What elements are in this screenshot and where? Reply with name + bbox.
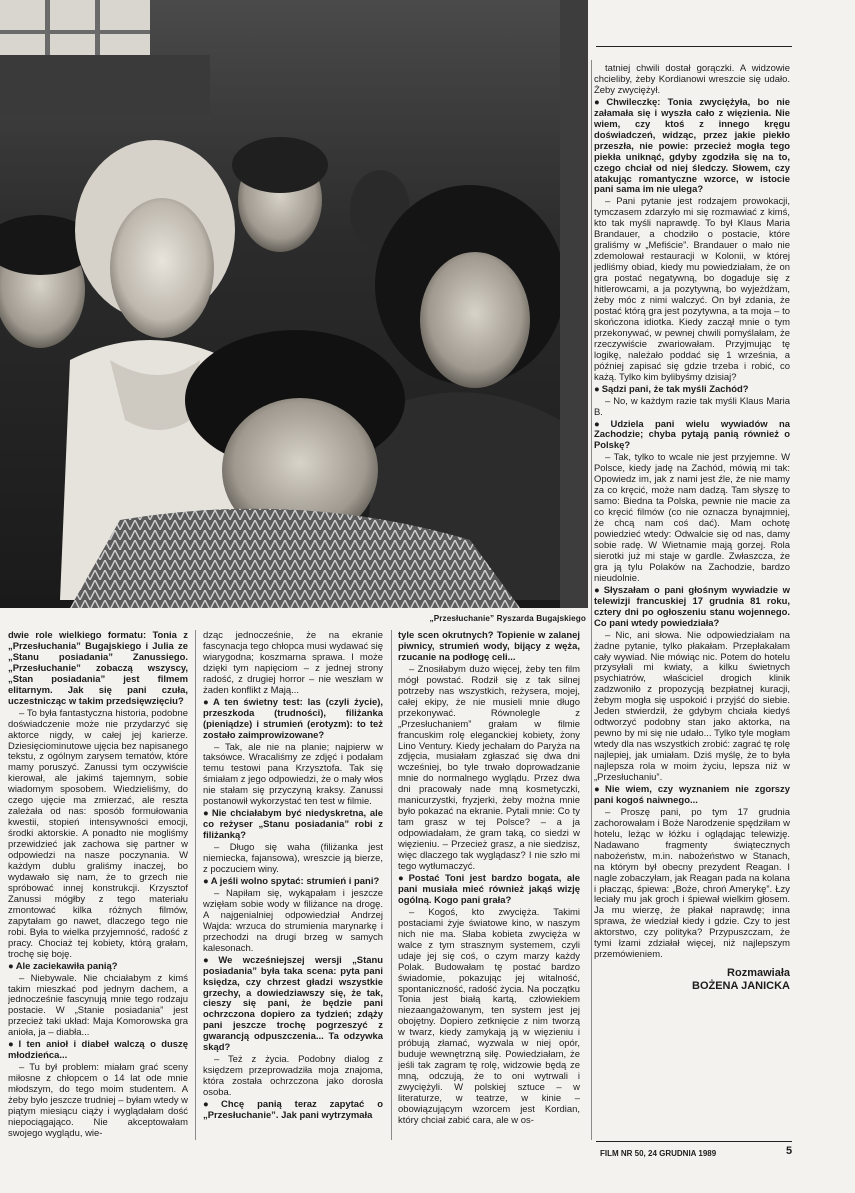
author-signature: [594, 967, 790, 993]
paragraph-text: I ten anioł i diabeł walczą o duszę młodzieńca...: [8, 1039, 188, 1062]
interview-answer: [594, 64, 790, 97]
bullet-icon: ●: [594, 383, 600, 395]
paragraph-text: Ale zaciekawiła panią?: [15, 960, 118, 972]
top-rule: [596, 46, 792, 47]
interview-answer: [8, 974, 188, 1040]
paragraph-text: – Niebywale. Nie chciałabym z kimś takim mieszkać pod jednym dachem, a jednocześnie fascynują mnie tego rodzaju postacie. W „Stanie posiadania” jest przecież taki układ: Maja Komorowska gra anioła, ja – diabła...: [8, 972, 188, 1039]
paragraph-text: – Kogoś, kto zwycięża. Takimi postaciami żyje światowe kino, w naszym nich nie ma. Słaba kobieta zwycięża w walce z tym strasznym systemem, czyli udaje jej się coś, o czym marzy każdy Polak. Budowałam tę postać bardzo świadomie, pokazując jej witalność, spontaniczność, radość życia. Na początku Tonia jest białą kartą, człowiekiem niezaangażowanym, ten system jest jej obojętny. Dopiero zetknięcie z nim tworzą w twarz, kiedy zamykają ją w więzieniu i próbują złamać, wyzwala w niej opór, buduje wewnętrzną siłę. Powiedziałam, że jeśli tak zagram tę rolę, widzowie będą ze mną, odczują, że to oni wytrwali i zwyciężyli. W polskiej sztuce – w literaturze, w teatrze, w kinie – obowiązującym wzorcem jest Kordian, który chciał zabić cara, ale w os-: [398, 906, 580, 1126]
paragraph-text: – Nic, ani słowa. Nie odpowiedziałam na żadne pytanie, tylko płakałam. Przepłakałam cały wywiad. Nie mówiąc nic. Potem do hotelu przysyłali mi kwiaty, a kilku świetnych psychiatrów, właściciel drogich klinik zadzwoniło z propozycją bezpłatnej kuracji, żebym mogła się uspokoić i przyjść do siebie. Jeden stwierdził, że gdybym chciała kiedyś odtworzyć podobny stan jako aktorka, na pewno by mi się nie udało... Tylko tyle mogłam wtedy dla nas wszystkich zrobić: zagrać tę rolę najlepiej, jak umiałam. Dziś myślę, że to była najlepsza rola w moim życiu, lepsza niż w „Przesłuchaniu”.: [594, 629, 790, 783]
paragraph-text: Nie chciałabym być niedyskretna, ale co reżyser „Stanu posiadania” robi z filiżanką?: [203, 808, 383, 842]
column-rule: [591, 60, 592, 1140]
signature-name: BOŻENA JANICKA: [692, 980, 790, 993]
paragraph-text: Chwileczkę: Tonia zwyciężyła, bo nie załamała się i wyszła cało z więzienia. Nie wiem, czy ktoś z innego kręgu doświadczeń, widząc, przez jakie piekło przeszła, nie powie: przecież mogła tego piekła uniknąć, gdyby zgodziła się na to, czego chciał od niej śledczy. Słowem, czy atakując romantyczne wzorce, w istocie pani sama im nie ulega?: [594, 96, 790, 196]
paragraph-text: Sądzi pani, że tak myśli Zachód?: [601, 383, 749, 395]
paragraph-text: – Tu był problem: miałam grać sceny miłosne z chłopcem o 14 lat ode mnie młodszym, do tego moim studentem. A żeby było jeszcze trudniej – byłam wtedy w piątym miesiącu ciąży i wyglądałam dość niepociągająco. Nie akceptowałam swojego wyglądu, wie-: [8, 1062, 188, 1139]
interview-question: [398, 631, 580, 664]
bullet-icon: ●: [203, 875, 209, 887]
interview-answer: [203, 889, 383, 955]
interview-answer: [594, 631, 790, 784]
interview-answer: [203, 631, 383, 697]
paragraph-text: A ten świetny test: las (czyli życie), przeszkoda (trudności), filiżanka (pieniądze) i strumień (erotyzm): to też zostało zaimprowizowane?: [203, 696, 383, 741]
interview-question: [203, 698, 383, 742]
paragraph-text: dząc jednocześnie, że na ekranie fascynacja tego chłopca musi wydawać się wiarygodna; koszmarna sprawa. I może dzięki tym napięciom – z jednej strony radość, z drugiej horror – nie weszłam w żaden konflikt z Mają...: [203, 631, 383, 696]
interview-answer: [594, 197, 790, 383]
paragraph-text: Postać Toni jest bardzo bogata, ale pani musiała mieć również jakąś wizję ogólną. Kogo pani grała?: [398, 872, 580, 906]
article-column-3: [398, 631, 580, 1141]
bullet-icon: ●: [594, 96, 605, 108]
interview-answer: [203, 1055, 383, 1099]
paragraph-text: – Długo się waha (filiżanka jest niemiecka, fajansowa), wreszcie ją bierze, z poczuciem winy.: [203, 842, 383, 876]
interview-question: [594, 420, 790, 453]
photo-caption: „Przesłuchanie” Ryszarda Bugajskiego: [429, 614, 586, 623]
interview-answer: [203, 743, 383, 809]
bullet-icon: ●: [203, 696, 211, 708]
interview-question: [8, 1040, 188, 1062]
interview-question: [203, 956, 383, 1055]
signature-block: [594, 967, 790, 993]
paragraph-text: – Tak, ale nie na planie; najpierw w taksówce. Wracaliśmy ze zdjęć i podałam temu testowi pana Krzysztofa. Tak się śmiałam z jego odpowiedzi, że o mały włos nie stałam się przyczyną kraksy. Zanussi postanowił wykorzystać ten test w filmie.: [203, 741, 383, 808]
signature-line: Rozmawiała: [727, 967, 790, 980]
paragraph-text: – Też z życia. Podobny dialog z księdzem przeprowadziła moja znajoma, która została ochrzczona jako dorosła osoba.: [203, 1054, 383, 1099]
interview-answer: [594, 397, 790, 419]
bullet-icon: ●: [203, 1099, 220, 1111]
interview-answer: [398, 908, 580, 1127]
interview-answer: [594, 808, 790, 961]
interview-question: [594, 385, 790, 396]
interview-question: [594, 785, 790, 807]
film-still-photo: [0, 0, 588, 608]
interview-answer: [8, 709, 188, 961]
column-rule: [391, 630, 392, 1140]
interview-question: [8, 962, 188, 973]
photo-illustration: [0, 0, 588, 608]
bullet-icon: ●: [594, 783, 604, 795]
bullet-icon: ●: [203, 808, 210, 820]
interview-answer: [8, 1063, 188, 1140]
bullet-icon: ●: [8, 960, 14, 972]
bullet-icon: ●: [203, 954, 217, 966]
interview-question: [398, 874, 580, 907]
paragraph-text: – No, w każdym razie tak myśli Klaus Maria B.: [594, 395, 790, 418]
paragraph-text: – Tak, tylko to wcale nie jest przyjemne. W Polsce, kiedy jadę na Zachód, mówią mi tak: Opowiedz im, jak z nami jest źle, że nie mamy za co kręcić, może nam dadzą. Tam słyszę to samo: Biedna ta Polska, pewnie nie macie za co kręcić filmów (co nie oznacza bynajmniej, że chcą nam coś dać). Mam ochotę powiedzieć wtedy: Odwalcie się od nas, damy sobie radę. W Wietnamie mają gorzej. Rola sierotki już mi staje w gardle. Zwłaszcza, że gra ją tylu Polaków na Zachodzie, bardzo nieudolnie.: [594, 452, 790, 584]
article-column-right: [594, 64, 790, 1139]
paragraph-text: – Znosiłabym dużo więcej, żeby ten film mógł powstać. Rodził się z tak silnej potrzeby nas wszystkich, reżysera, mojej, całej ekipy, że nie musieli mnie długo przekonywać. Równolegle z „Przesłuchaniem” grałam w filmie francuskim rolę eleganckiej kobiety, żony Lino Ventury. Kiedy jechałam do Paryża na zdjęcia, musiałam zgłaszać się dwa dni wcześniej, bo tyle trwało doprowadzanie mnie do normalnego wyglądu. Przez dwa dni pracowały nade mną kosmetyczki, manicurzystki, fryzjerki, żeby można mnie było pokazać na ekranie. Pytali mnie: Co ty tam grasz w tej Polsce? – a ja odpowiadałam, że gram taką, co siedzi w więzieniu. – Przecież grasz, a nie siedzisz, więc dlaczego tak wyglądasz? I nie szło mi tego wytłumaczyć.: [398, 663, 580, 873]
paragraph-text: A jeśli wolno spytać: strumień i pani?: [210, 875, 380, 887]
paragraph-text: dwie role wielkiego formatu: Tonia z „Przesłuchania” Bugajskiego i Julia ze „Stanu posiadania” Zanussiego. „Przesłuchanie” zobaczą wszyscy, „Stan posiadania” jest filmem elitarnym. Jak się pani czuła, uczestnicząc w takim przedsięwzięciu?: [8, 631, 188, 707]
interview-answer: [398, 665, 580, 873]
interview-question: [203, 877, 383, 888]
interview-question: [594, 586, 790, 630]
paragraph-text: Udziela pani wielu wywiadów na Zachodzie; chyba pytają panią również o Polskę?: [594, 418, 790, 452]
paragraph-text: Słyszałam o pani głośnym wywiadzie w telewizji francuskiej 17 grudnia 81 roku, cztery dni po ogłoszeniu stanu wojennego. Co pani wtedy powiedziała?: [594, 584, 790, 629]
paragraph-text: – Pani pytanie jest rodzajem prowokacji, tymczasem zdarzyło mi się rozmawiać z kimś, kto tak myśli naprawdę. To był Klaus Maria Brandauer, a chodziło o postacie, które graliśmy w „Mefiście”. Brandauer o mało nie zdemolował restauracji w Kolonii, w której jedliśmy obiad, kiedy mu powiedziałam, że on gra postać negatywną, bo dogaduje się z hitlerowcami, a ja pozytywną, bo wyjeżdżam, żeby móc z nimi walczyć. On był zdania, że postać którą gra jest pozytywna, a ta moja – to skończona idiotka. Kiedy zaczął mnie o tym przekonywać, w pewnej chwili pomyślałam, że rzeczywiście zwariowałam. Przyjmując tę logikę, należało poddać się 1 września, a później zapisać się gdzie trzeba i robić, co każą. Tylko kim bylibyśmy dzisiaj?: [594, 196, 790, 383]
interview-question: [203, 1100, 383, 1122]
interview-answer: [594, 453, 790, 584]
paragraph-text: We wcześniejszej wersji „Stanu posiadania” była taka scena: pyta pani księdza, czy chrzest gładzi wszystkie grzechy, a dowiedziawszy się, że tak, cieszy się pani, że będzie pani ochrzczona dopiero za tydzień; zdąży pani jeszcze trochę pogrzeszyć z gwarancją odpuszczenia... Ta odzywka skąd?: [203, 954, 383, 1054]
paragraph-text: Nie wiem, czy wyznaniem nie zgorszy pani kogoś naiwnego...: [594, 783, 790, 806]
article-column-1: [8, 631, 188, 1141]
bullet-icon: ●: [398, 872, 407, 884]
paragraph-text: – Proszę pani, po tym 17 grudnia zachorowałam i Boże Narodzenie spędziłam w hotelu, leżąc w łóżku i oglądając telewizję. Nadawano fragmenty świątecznych nabożeństw, m.in. nabożeństwo w Stanach, na którym był obecny prezydent Reagan. I nagle zobaczyłam, jak Reagan pada na kolana i płacząc, śpiewa: „Boże, chroń Amerykę”. Łzy leciały mu jak groch i śpiewał wielkim głosem. Ja mu wierzę, że płakał naprawdę; inna sprawa, że wiedział kiedy i gdzie. Czy to jest aktorstwo, czy polityka? Przypuszczam, że tymi łzami zdziałał więcej, niż najlepszym przemówieniem.: [594, 806, 790, 961]
interview-answer: [203, 843, 383, 876]
paragraph-text: – Napiłam się, wykąpałam i jeszcze wzięłam sobie wody w filiżance na drogę. A najgenialniej odpowiedział Andrzej Wajda: wrzuca do strumienia marynarkę i przechodzi na drugi brzeg w samych kalesonach.: [203, 887, 383, 954]
article-column-2: [203, 631, 383, 1141]
bullet-icon: ●: [594, 584, 602, 596]
page-number: 5: [786, 1145, 793, 1157]
column-rule: [195, 630, 196, 1140]
bullet-icon: ●: [8, 1039, 17, 1051]
interview-question: [594, 98, 790, 197]
issue-footer: FILM NR 50, 24 GRUDNIA 1989: [600, 1149, 717, 1158]
footer-rule: [596, 1141, 792, 1142]
paragraph-text: Chcę panią teraz zapytać o „Przesłuchanie”. Jak pani wytrzymała: [203, 1099, 383, 1121]
paragraph-text: tyle scen okrutnych? Topienie w zalanej piwnicy, strumień wody, bijący z węża, rzucanie na podłogę celi...: [398, 631, 580, 663]
bullet-icon: ●: [594, 418, 609, 430]
interview-question: [8, 631, 188, 708]
interview-question: [203, 809, 383, 842]
paragraph-text: – To była fantastyczna historia, podobne doświadczenie może nie przydarzyć się aktorce nigdy, w całej jej karierze. Dziesięciominutowe ujęcia bez napisanego tekstu, z ogólnym zarysem tematów, które mamy poruszyć. Zanussi tym oczywiście kierował, ale jakimś tajemnym, sobie wiadomym sposobem. Wiedzieliśmy, do czego ujęcie ma zmierzać, ale reszta zależała od nas: sposób formułowania kwestii, stopień intensywności emocji, środki aktorskie. A ponadto nie mogliśmy przewidzieć jak zachowa się partner w odpowiedzi na nasze poczynania. W każdym dublu graliśmy inaczej, bo wydawało się nam, że to grzech nie spróbować innej konstrukcji. Krzysztof Zanussi mógłby z tego materiału zmontować kilka różnych filmów, zapytałam go nawet, dlaczego tego nie robi. Była to wielka przyjemność, radość z pracy. Chociaż tej kobiety, którą grałam, trochę się boję.: [8, 707, 188, 960]
paragraph-text: tatniej chwili dostał gorączki. A widzowie chcieliby, żeby Kordianowi wreszcie się udało. Żeby zwyciężył.: [594, 64, 790, 96]
